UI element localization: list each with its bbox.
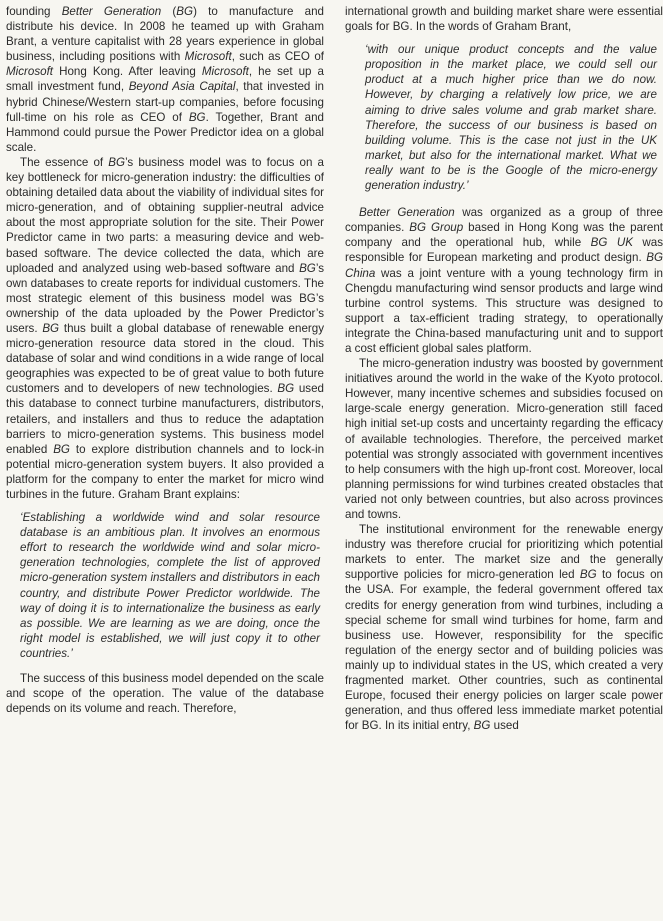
italic-term: Microsoft — [184, 50, 232, 64]
italic-term: BG — [299, 261, 316, 275]
italic-term: BG China — [345, 251, 663, 280]
quote-graham-brant-database: ‘Establishing a worldwide wind and solar resource database is an ambitious plan. It involves an enormous effort to research the worldwide wind and solar micro-generation technologies, complete the list of approved micro-generation system installers and distributors in each country, and distribute Power Predictor worldwide. The way of doing it is to internationalize the business as early as possible. We are learning as we are doing, once the right model is established, we will just copy it to other countries.’ — [20, 511, 320, 660]
italic-term: BG — [473, 719, 491, 733]
paragraph-international-growth: international growth and building market share were essential goals for BG. In the words of Graham Brant, — [345, 5, 663, 34]
paragraph-group-structure: Better Generation was organized as a group of three companies. BG Group based in Hong Kong was the parent company and the operational hub, while BG UK was responsible for European marketing and product design. BG China was a joint venture with a young technology firm in Chengdu manufacturing wind sensor products and large wind turbine control systems. This structure was designed to support a tax-efficient trading strategy, to operationally integrate the China-based manufacturing unit and to support a cost efficient global sales platform. — [345, 206, 663, 355]
italic-term: BG — [579, 568, 597, 582]
italic-term: BG — [108, 155, 126, 169]
paragraph-industry-initiatives: The micro-generation industry was boosted by government initiatives around the world in the wake of the Kyoto protocol. However, many incentive schemes and subsidies focused on large-scale energy generation. Micro-generation still faced high initial set-up costs and uncertainty regarding the efficacy of available technologies. Therefore, the perceived market potential was strongly associated with government incentives to help consumers with the high up-front cost. Moreover, local planning permissions for wind turbines created obstacles that varied not only between countries, but also across provinces and towns. — [345, 357, 663, 521]
paragraph-institutional-environment: The institutional environment for the renewable energy industry was therefore crucial for prioritizing which potential markets to enter. The market size and the generally supportive policies for micro-generation led BG to focus on the USA. For example, the federal government offered tax credits for energy generation from wind turbines, including a special scheme for small wind turbines for home, farm and business use. However, responsibility for the specific regulation of the energy sector and of building policies was mainly up to individual states in the US, which created a very fragmented market. Other countries, such as continental Europe, focused their energy policies on larger scale power generation, and thus offered less immediate market potential for BG. In its initial entry, BG used — [345, 523, 663, 733]
italic-term: Better Generation — [61, 5, 162, 18]
right-column — [345, 4, 663, 921]
italic-term: BG UK — [590, 236, 633, 250]
italic-term: Microsoft — [6, 65, 54, 79]
left-column — [6, 4, 324, 921]
italic-term: Microsoft — [201, 65, 249, 79]
italic-term: BG — [53, 442, 70, 456]
italic-term: BG — [176, 5, 194, 18]
italic-term: BG — [42, 321, 60, 335]
paragraph-business-model: The essence of BG’s business model was to focus on a key bottleneck for micro-generation industry: the difficulties of obtaining detailed data about the viability of individual sites for micro-generation, and of obtaining supplier-neutral advice about the most appropriate solution for the site. Their Power Predictor came in two parts: a measuring device and web-based software. The device collected the data, which are uploaded and analyzed using web-based software and BG’s own databases to create reports for individual customers. The most strategic element of this business model was BG’s ownership of the data uploaded by the Power Predictor’s users. BG thus built a global database of renewable energy micro-generation resource data stored in the cloud. This database of solar and wind conditions in a wide range of local geographies was expected to be of great value to both future customers and to developers of new technologies. BG used this database to connect turbine manufacturers, distributors, retailers, and installers and thus to reduce the adaptation barriers to micro-generation systems. This business model enabled BG to explore distribution channels and to lock-in potential micro-generation system buyers. It also provided a platform for the company to enter the market for micro wind turbines in the future. Graham Brant explains: — [6, 155, 325, 501]
quote-graham-brant-google: ‘with our unique product concepts and the value proposition in the market place, we could sell our product at a much higher price than we do now. However, by charging a relatively low price, we are aiming to drive sales volume and grab market share. Therefore, the success of our business is based on building volume. This is the case not just in the UK market, but also for the international market. What we really want to be is the Google of the micro-energy generation industry.’ — [365, 43, 657, 193]
italic-term: BG — [188, 110, 206, 124]
paragraph-founding: founding Better Generation (BG) to manufacture and distribute his device. In 2008 he teamed up with Graham Brant, a venture capitalist with 28 years experience in global business, including positions with Microsoft, such as CEO of Microsoft Hong Kong. After leaving Microsoft, he set up a small investment fund, Beyond Asia Capital, that invested in hybrid Chinese/Western start-up companies, before focusing full-time on his role as CEO of BG. Together, Brant and Hammond could pursue the Power Predictor idea on a global scale. — [6, 5, 324, 154]
italic-term: BG — [277, 382, 295, 396]
italic-term: Better Generation — [359, 206, 455, 220]
italic-term: Beyond Asia Capital — [128, 80, 236, 94]
italic-term: BG Group — [409, 221, 464, 235]
paragraph-success-scale: The success of this business model depended on the scale and scope of the operation. The value of the database depends on its volume and reach. Therefore, — [6, 672, 324, 716]
